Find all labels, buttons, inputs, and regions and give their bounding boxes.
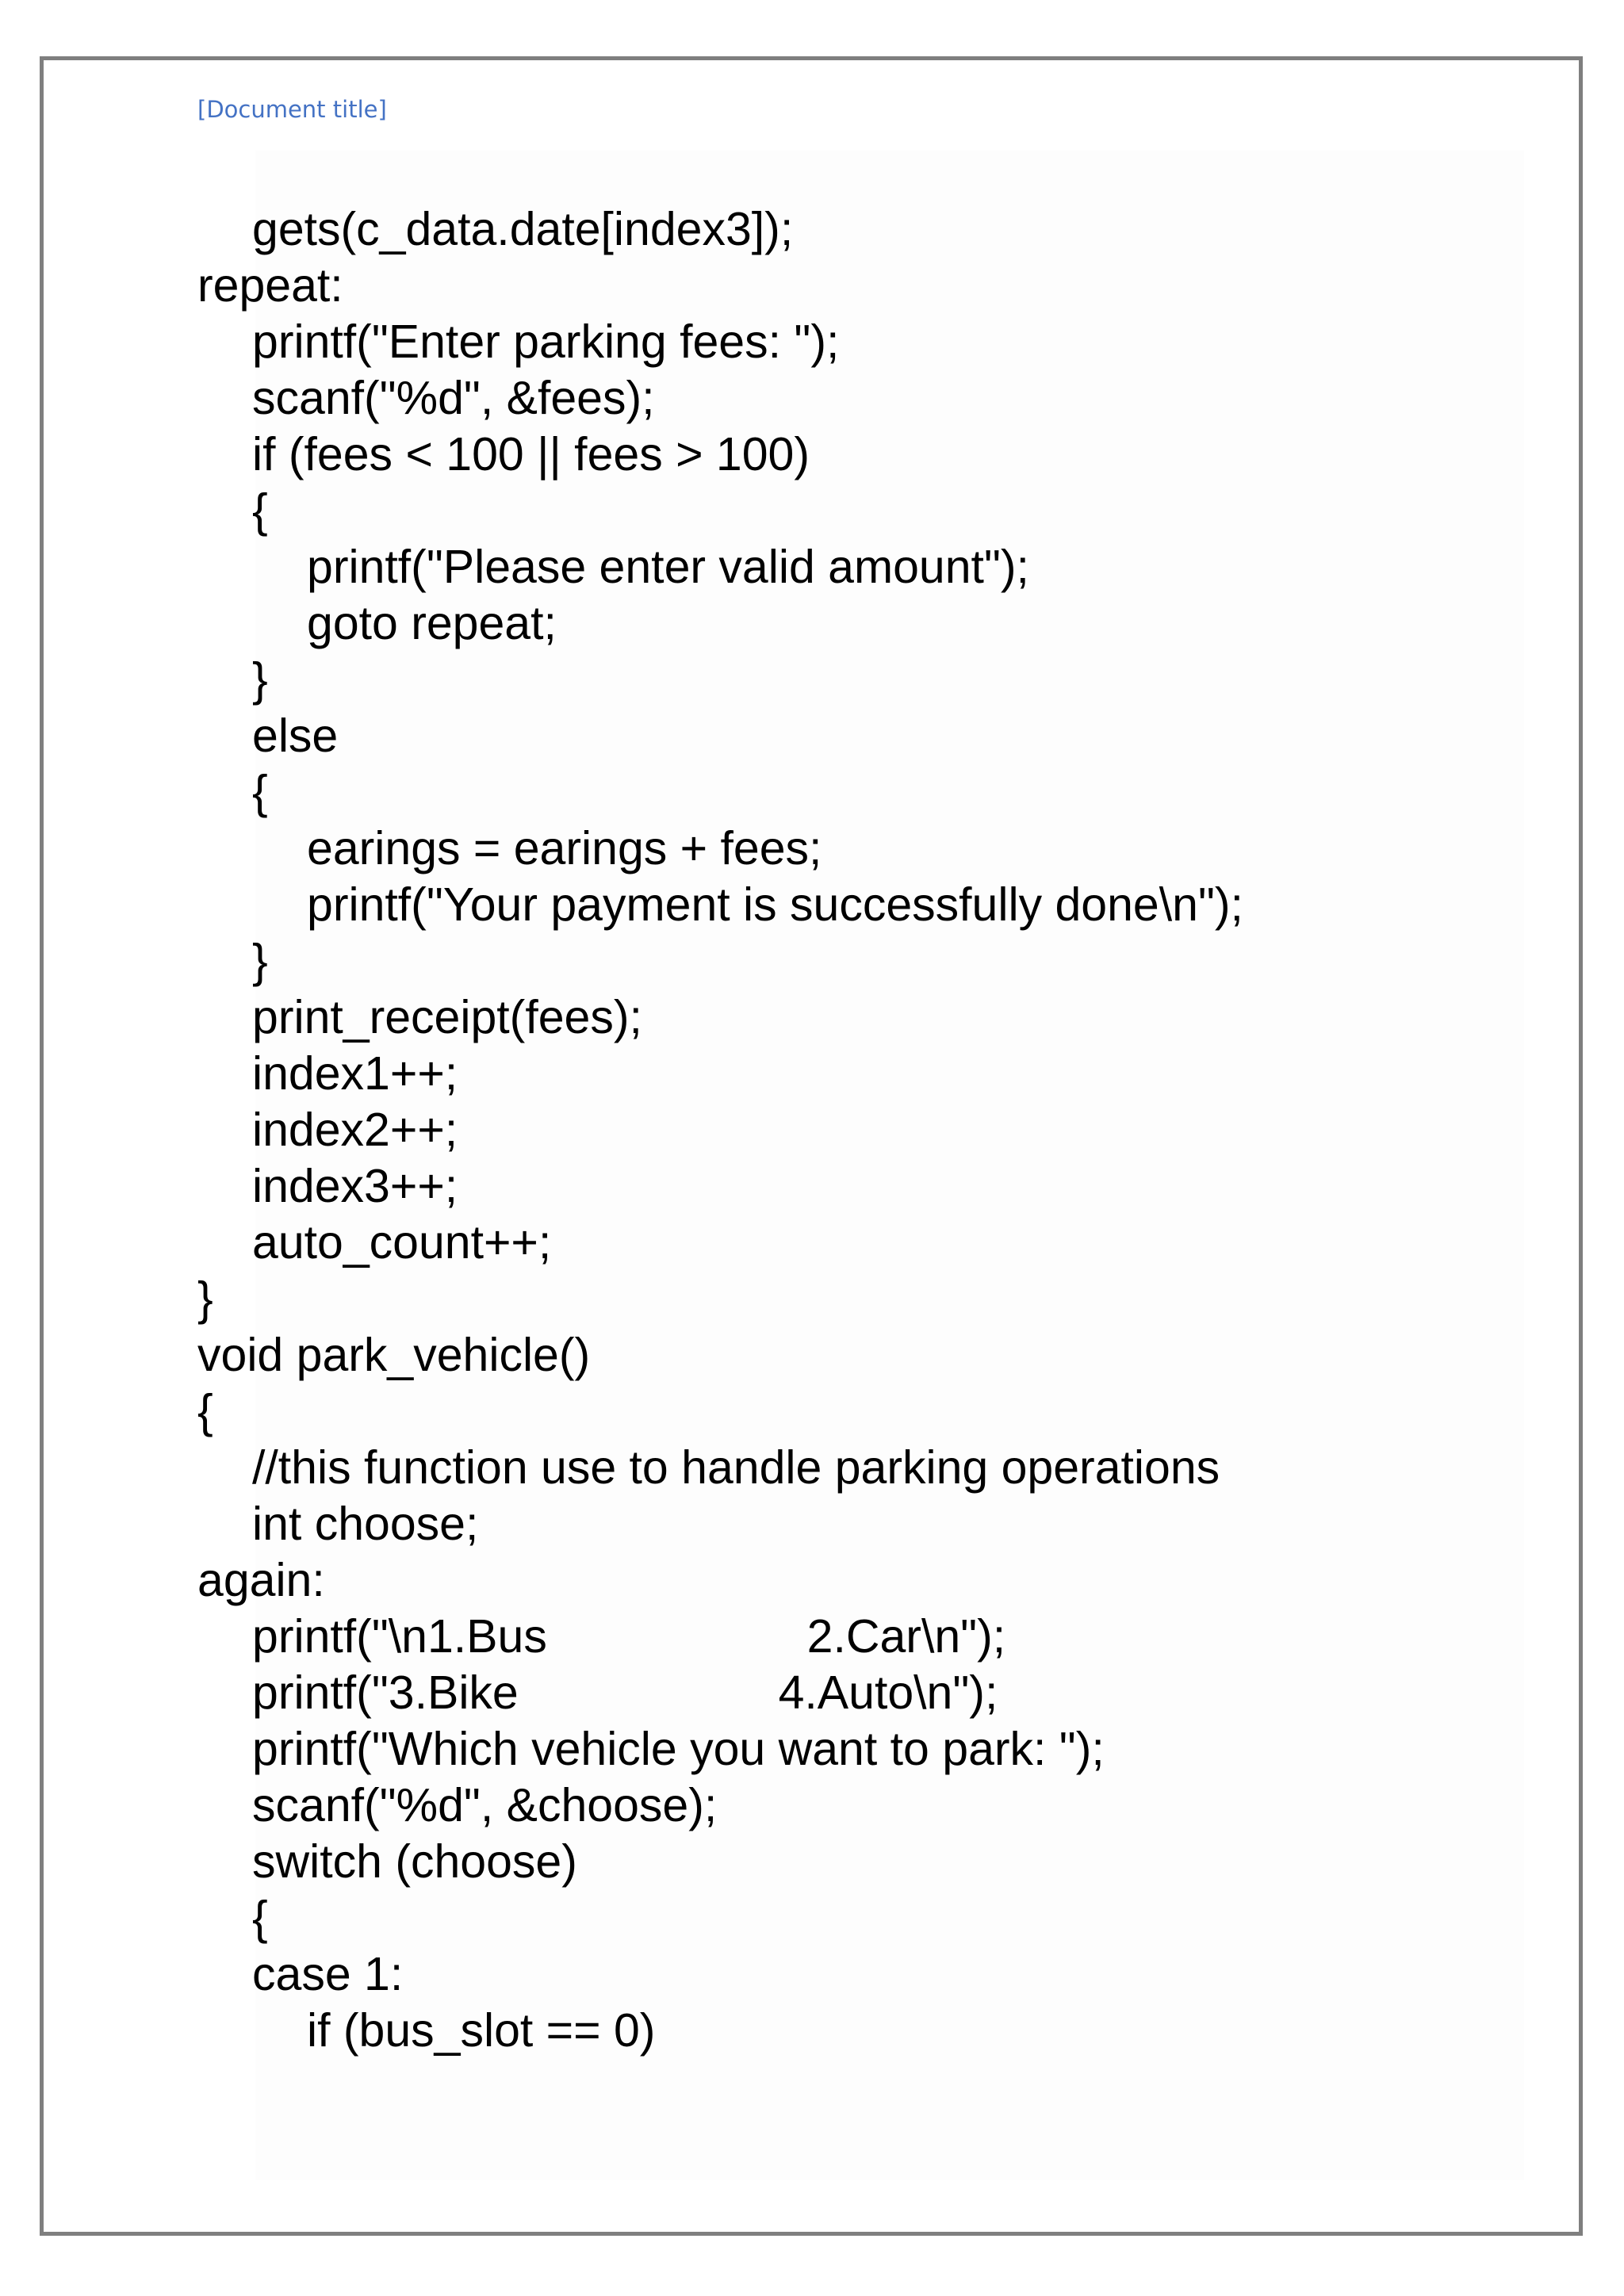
code-line: earings = earings + fees; [307,822,822,874]
code-line: index2++; [252,1104,458,1156]
code-line: { [197,1385,213,1437]
code-line: printf("Which vehicle you want to park: "); [252,1723,1105,1775]
code-line: printf("3.Bike 4.Auto\n"); [252,1667,998,1719]
code-line: { [252,484,268,537]
code-line: } [252,653,268,706]
code-line: print_receipt(fees); [252,991,642,1043]
code-line: { [252,766,268,818]
code-line: if (fees < 100 || fees > 100) [252,428,810,480]
code-line: goto repeat; [307,597,557,649]
code-line: printf("\n1.Bus 2.Car\n"); [252,1610,1006,1663]
code-line: repeat: [197,259,343,312]
code-line: gets(c_data.date[index3]); [252,203,794,255]
code-line: int choose; [252,1498,479,1550]
code-line: again: [197,1554,325,1606]
code-line: scanf("%d", &choose); [252,1779,718,1831]
code-line: switch (choose) [252,1835,577,1888]
code-line: } [252,935,268,987]
code-line: { [252,1892,268,1944]
code-line: auto_count++; [252,1216,552,1269]
document-title: [Document title] [197,96,387,123]
code-line: if (bus_slot == 0) [307,2004,656,2057]
code-line: scanf("%d", &fees); [252,372,655,424]
code-line: case 1: [252,1948,404,2000]
code-line: void park_vehicle() [197,1329,591,1381]
code-line: index3++; [252,1160,458,1212]
code-line: printf("Enter parking fees: "); [252,316,840,368]
code-line: } [197,1272,213,1325]
code-line: index1++; [252,1047,458,1100]
code-line: printf("Your payment is successfully done\n"); [307,878,1243,931]
code-line: else [252,710,339,762]
code-line: //this function use to handle parking operations [252,1441,1220,1494]
code-line: printf("Please enter valid amount"); [307,541,1029,593]
